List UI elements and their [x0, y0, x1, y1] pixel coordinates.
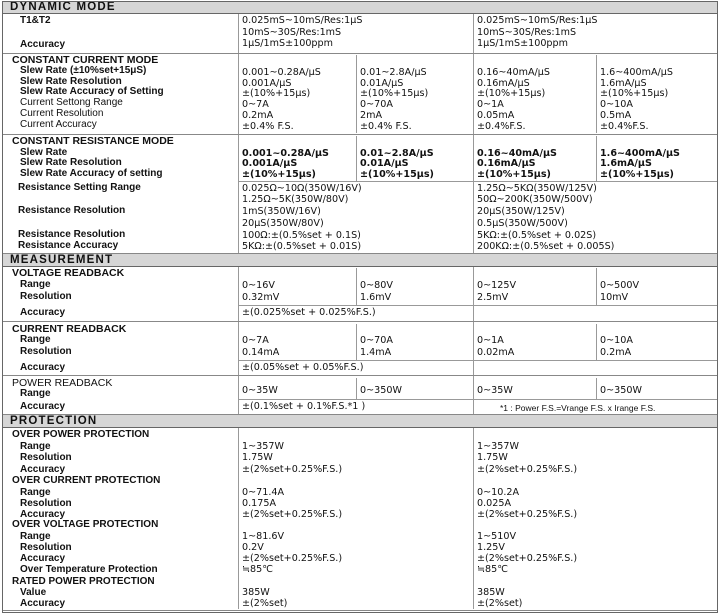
row-divider — [238, 181, 718, 182]
voltage-readback-header: VOLTAGE READBACK — [12, 267, 125, 279]
cur-accuracy-label: Accuracy — [20, 362, 66, 373]
dynamic-value-right: 1μS/1mS±100ppm — [477, 38, 568, 49]
cr-value: 1.6mA/μS — [600, 158, 652, 169]
protection-value-left: 1.75W — [242, 452, 273, 463]
protection-value-left: 0.175A — [242, 498, 277, 509]
pw-range-value: 0~35W — [242, 385, 278, 396]
cur-accuracy-value: ±(0.05%set + 0.05%F.S.) — [242, 362, 364, 373]
cc-value: 0.01~2.8A/μS — [360, 67, 427, 78]
cc-value: 0.16~40mA/μS — [477, 67, 550, 78]
protection-value-right: 1.25V — [477, 542, 505, 553]
cr-value: 0.001A/μS — [242, 158, 298, 169]
protection-value-right: ±(2%set+0.25%F.S.) — [477, 509, 578, 520]
section-dynamic-mode — [2, 1, 718, 14]
row-divider — [238, 360, 718, 361]
label-resistance-setting-range: Resistance Setting Range — [18, 182, 141, 193]
cr-value: 0.01~2.8A/μS — [360, 148, 434, 159]
protection-label: Accuracy — [20, 464, 66, 475]
cc-label: Current Resolution — [20, 108, 104, 119]
dynamic-value-right: 10mS~30S/Res:1mS — [477, 26, 577, 38]
vr-range-value: 0~500V — [600, 280, 640, 291]
cc-mode-header: CONSTANT CURRENT MODE — [12, 54, 159, 66]
cc-label: Slew Rate Accuracy of Setting — [20, 86, 164, 97]
cr-resistance-left: 0.025Ω~10Ω(350W/16V) — [242, 183, 362, 194]
current-readback-header: CURRENT READBACK — [12, 323, 127, 335]
cc-value: 2mA — [360, 110, 383, 121]
protection-value-right: ≒85℃ — [477, 564, 509, 575]
cc-label: Current Settong Range — [20, 97, 123, 108]
protection-value-left: 1~81.6V — [242, 531, 285, 542]
cur-range-value: 0~1A — [477, 335, 504, 346]
cc-value: 0.001A/μS — [242, 78, 292, 89]
cc-label: Slew Rate Resolution — [20, 76, 122, 87]
cur-range-value: 0~10A — [600, 335, 633, 346]
cr-value: 0.16~40mA/μS — [477, 148, 557, 159]
cc-value: ±0.4%F.S. — [600, 121, 649, 132]
vr-range-label: Range — [20, 279, 51, 290]
protection-label: Accuracy — [20, 553, 66, 564]
protection-value-left: 0~71.4A — [242, 487, 285, 498]
vr-range-value: 0~16V — [242, 280, 275, 291]
cc-value: 0.05mA — [477, 110, 515, 121]
row-divider — [238, 305, 718, 306]
row-divider — [2, 610, 718, 611]
vr-range-value: 0~80V — [360, 280, 393, 291]
cc-label: Slew Rate (±10%set+15μS) — [20, 65, 147, 76]
vr-resolution-value: 1.6mV — [360, 292, 392, 303]
vr-resolution-value: 10mV — [600, 292, 629, 303]
column-divider — [473, 14, 474, 609]
cc-value: ±(10%+15μs) — [600, 88, 669, 99]
protection-value-right: 1.75W — [477, 452, 508, 463]
cr-resistance-right: 200KΩ:±(0.5%set + 0.005S) — [477, 241, 615, 252]
cr-value: ±(10%+15μs) — [360, 169, 434, 180]
protection-value-right: ±(2%set+0.25%F.S.) — [477, 553, 578, 564]
column-divider — [596, 324, 597, 360]
cr-resistance-left: 5KΩ:±(0.5%set + 0.01S) — [242, 241, 362, 252]
cur-resolution-value: 0.02mA — [477, 347, 515, 358]
cur-range-label: Range — [20, 334, 51, 345]
cr-value: 1.6~400mA/μS — [600, 148, 680, 159]
column-divider — [356, 378, 357, 399]
label-resistance-resolution: Resistance Resolution — [18, 205, 126, 216]
protection-value-right: 0~10.2A — [477, 487, 520, 498]
cr-resistance-right: 1.25Ω~5KΩ(350W/125V) — [477, 183, 597, 194]
vr-resolution-label: Resolution — [20, 291, 72, 302]
pw-range-value: 0~350W — [600, 385, 642, 396]
pw-range-label: Range — [20, 388, 51, 399]
cc-value: 1.6mA/μS — [600, 78, 647, 89]
cur-resolution-label: Resolution — [20, 346, 72, 357]
cur-resolution-value: 0.14mA — [242, 347, 280, 358]
cc-value: 0~1A — [477, 99, 504, 110]
cc-value: ±0.4% F.S. — [360, 121, 412, 132]
label-dynamic-accuracy: Accuracy — [20, 39, 66, 50]
section-dynamic-mode-title: DYNAMIC MODE — [10, 1, 116, 13]
protection-label: Resolution — [20, 452, 72, 463]
pw-accuracy-value: ±(0.1%set + 0.1%F.S.*1 ) — [242, 401, 366, 412]
protection-value-right: 385W — [477, 587, 505, 598]
cr-resistance-left: 1.25Ω~5K(350W/80V) — [242, 194, 349, 205]
protection-value-left: ±(2%set) — [242, 598, 288, 609]
protection-group-header: OVER POWER PROTECTION — [12, 429, 150, 440]
cc-value: 0.5mA — [600, 110, 632, 121]
cr-mode-header: CONSTANT RESISTANCE MODE — [12, 135, 174, 147]
protection-label: Value — [20, 587, 47, 598]
column-divider — [356, 268, 357, 305]
label-resistance-resolution-2: Resistance Resolution — [18, 229, 126, 240]
section-measurement-title: MEASUREMENT — [10, 254, 114, 266]
protection-value-right: 1~510V — [477, 531, 517, 542]
dynamic-value-left: 10mS~30S/Res:1mS — [242, 26, 342, 38]
cr-label: Slew Rate — [20, 147, 68, 158]
cr-resistance-left: 100Ω:±(0.5%set + 0.1S) — [242, 230, 361, 241]
cr-label: Slew Rate Resolution — [20, 157, 122, 168]
protection-label: Range — [20, 531, 51, 542]
cr-resistance-left: 1mS(350W/16V) — [242, 206, 321, 217]
vr-accuracy-label: Accuracy — [20, 307, 66, 318]
cr-label: Slew Rate Accuracy of setting — [20, 168, 163, 179]
protection-value-left: ±(2%set+0.25%F.S.) — [242, 553, 343, 564]
row-divider — [2, 375, 718, 376]
protection-value-left: 385W — [242, 587, 270, 598]
protection-value-left: 0.2V — [242, 542, 264, 553]
label-t1t2: T1&T2 — [20, 15, 51, 26]
label-resistance-accuracy: Resistance Accuracy — [18, 240, 119, 251]
protection-label: Resolution — [20, 542, 72, 553]
cc-value: 0.2mA — [242, 110, 274, 121]
cur-range-value: 0~70A — [360, 335, 393, 346]
column-divider — [596, 268, 597, 305]
cr-resistance-right: 0.5μS(350W/500V) — [477, 218, 568, 229]
cc-value: 0.01A/μS — [360, 78, 404, 89]
cc-value: 0.001~0.28A/μS — [242, 67, 321, 78]
cur-range-value: 0~7A — [242, 335, 269, 346]
section-protection-title: PROTECTION — [10, 415, 98, 427]
cc-value: ±(10%+15μs) — [360, 88, 429, 99]
cr-resistance-left: 20μS(350W/80V) — [242, 218, 324, 229]
protection-group-header: RATED POWER PROTECTION — [12, 576, 155, 587]
cc-label: Current Accuracy — [20, 119, 97, 130]
cr-value: 0.01A/μS — [360, 158, 409, 169]
column-divider — [356, 55, 357, 133]
cr-value: ±(10%+15μs) — [600, 169, 674, 180]
cr-value: ±(10%+15μs) — [477, 169, 551, 180]
protection-label: Accuracy — [20, 509, 66, 520]
pw-range-value: 0~35W — [477, 385, 513, 396]
row-divider — [238, 399, 718, 400]
vr-resolution-value: 2.5mV — [477, 292, 509, 303]
protection-group-header: OVER VOLTAGE PROTECTION — [12, 519, 159, 530]
row-divider — [2, 321, 718, 322]
cr-value: ±(10%+15μs) — [242, 169, 316, 180]
protection-value-left: ±(2%set+0.25%F.S.) — [242, 464, 343, 475]
protection-label: Range — [20, 441, 51, 452]
protection-label: Resolution — [20, 498, 72, 509]
column-divider — [596, 136, 597, 181]
protection-label: Range — [20, 487, 51, 498]
cr-value: 0.16mA/μS — [477, 158, 536, 169]
protection-value-right: 0.025A — [477, 498, 512, 509]
vr-accuracy-value: ±(0.025%set + 0.025%F.S.) — [242, 307, 376, 318]
protection-value-left: ±(2%set+0.25%F.S.) — [242, 509, 343, 520]
section-measurement — [2, 254, 718, 267]
cur-resolution-value: 1.4mA — [360, 347, 392, 358]
pw-accuracy-label: Accuracy — [20, 401, 66, 412]
dynamic-value-right: 0.025mS~10mS/Res:1μS — [477, 15, 598, 26]
cur-resolution-value: 0.2mA — [600, 347, 632, 358]
cc-value: 1.6~400mA/μS — [600, 67, 673, 78]
cc-value: 0~10A — [600, 99, 633, 110]
pw-range-value: 0~350W — [360, 385, 402, 396]
column-divider — [356, 324, 357, 360]
column-divider — [238, 14, 239, 609]
vr-range-value: 0~125V — [477, 280, 517, 291]
dynamic-value-left: 1μS/1mS±100ppm — [242, 38, 333, 49]
protection-value-left: ≒85℃ — [242, 564, 274, 575]
power-fs-footnote: *1 : Power F.S.=Vrange F.S. x Irange F.S. — [500, 403, 656, 413]
cc-value: ±(10%+15μs) — [242, 88, 311, 99]
spec-table — [2, 1, 718, 613]
dynamic-value-left: 0.025mS~10mS/Res:1μS — [242, 15, 363, 26]
cr-resistance-right: 20μS(350W/125V) — [477, 206, 565, 217]
power-readback-header: POWER READBACK — [12, 377, 113, 389]
cc-value: ±0.4%F.S. — [477, 121, 526, 132]
protection-group-header: OVER CURRENT PROTECTION — [12, 475, 161, 486]
cc-value: ±0.4% F.S. — [242, 121, 294, 132]
protection-value-right: ±(2%set+0.25%F.S.) — [477, 464, 578, 475]
vr-resolution-value: 0.32mV — [242, 292, 280, 303]
protection-value-left: 1~357W — [242, 441, 284, 452]
protection-value-right: ±(2%set) — [477, 598, 523, 609]
spec-sheet — [2, 1, 718, 613]
column-divider — [596, 378, 597, 399]
cr-resistance-right: 5KΩ:±(0.5%set + 0.02S) — [477, 230, 597, 241]
cc-value: ±(10%+15μs) — [477, 88, 546, 99]
cr-value: 0.001~0.28A/μS — [242, 148, 329, 159]
protection-label: Accuracy — [20, 598, 66, 609]
cc-value: 0~7A — [242, 99, 269, 110]
column-divider — [596, 55, 597, 133]
cc-value: 0.16mA/μS — [477, 78, 530, 89]
cc-value: 0~70A — [360, 99, 393, 110]
section-protection — [2, 415, 718, 428]
protection-value-right: 1~357W — [477, 441, 519, 452]
column-divider — [356, 136, 357, 181]
protection-label: Over Temperature Protection — [20, 564, 158, 575]
cr-resistance-right: 50Ω~200K(350W/500V) — [477, 194, 593, 205]
